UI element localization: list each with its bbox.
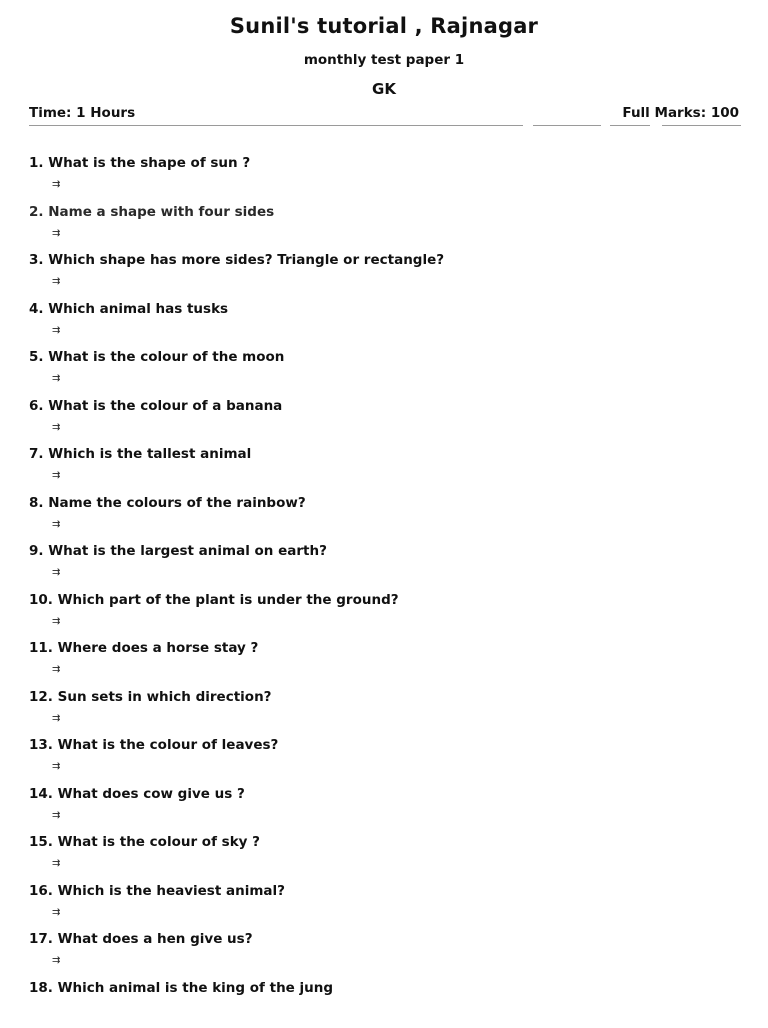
question-text: 1. What is the shape of sun ? <box>29 155 250 171</box>
question-item <box>29 349 741 398</box>
subject-heading: GK <box>0 80 768 98</box>
test-meta-row <box>29 105 741 127</box>
question-item <box>29 495 741 544</box>
answer-arrow-icon: ⇉ <box>52 519 60 530</box>
question-item <box>29 737 741 786</box>
question-text: 12. Sun sets in which direction? <box>29 689 272 705</box>
question-text: 3. Which shape has more sides? Triangle or rectangle? <box>29 252 444 268</box>
question-list <box>29 155 741 1028</box>
question-text: 13. What is the colour of leaves? <box>29 737 278 753</box>
question-item <box>29 155 741 204</box>
answer-arrow-icon: ⇉ <box>52 858 60 869</box>
answer-arrow-icon: ⇉ <box>52 761 60 772</box>
answer-arrow-icon: ⇉ <box>52 955 60 966</box>
question-item <box>29 446 741 495</box>
time-label: Time: 1 Hours <box>29 105 135 121</box>
question-text: 10. Which part of the plant is under the ground? <box>29 592 399 608</box>
question-text: 14. What does cow give us ? <box>29 786 245 802</box>
question-text: 16. Which is the heaviest animal? <box>29 883 285 899</box>
question-text: 15. What is the colour of sky ? <box>29 834 260 850</box>
page-title: Sunil's tutorial , Rajnagar <box>0 14 768 38</box>
question-item <box>29 640 741 689</box>
answer-arrow-icon: ⇉ <box>52 907 60 918</box>
answer-arrow-icon: ⇉ <box>52 810 60 821</box>
question-text: 4. Which animal has tusks <box>29 301 228 317</box>
question-text: 8. Name the colours of the rainbow? <box>29 495 306 511</box>
question-item <box>29 204 741 253</box>
question-text: 11. Where does a horse stay ? <box>29 640 258 656</box>
question-text: 7. Which is the tallest animal <box>29 446 251 462</box>
answer-arrow-icon: ⇉ <box>52 470 60 481</box>
question-text: 5. What is the colour of the moon <box>29 349 284 365</box>
question-text: 17. What does a hen give us? <box>29 931 253 947</box>
answer-arrow-icon: ⇉ <box>52 567 60 578</box>
answer-arrow-icon: ⇉ <box>52 713 60 724</box>
full-marks-label: Full Marks: 100 <box>622 105 739 121</box>
answer-arrow-icon: ⇉ <box>52 422 60 433</box>
question-item <box>29 592 741 641</box>
question-item <box>29 398 741 447</box>
question-item <box>29 252 741 301</box>
question-item <box>29 786 741 835</box>
answer-arrow-icon: ⇉ <box>52 276 60 287</box>
answer-arrow-icon: ⇉ <box>52 179 60 190</box>
question-item <box>29 543 741 592</box>
answer-arrow-icon: ⇉ <box>52 325 60 336</box>
divider-line <box>29 125 523 126</box>
question-text: 9. What is the largest animal on earth? <box>29 543 327 559</box>
question-item <box>29 980 741 1028</box>
test-subtitle: monthly test paper 1 <box>0 52 768 68</box>
divider-line <box>533 125 601 126</box>
question-text: 6. What is the colour of a banana <box>29 398 282 414</box>
answer-arrow-icon: ⇉ <box>52 373 60 384</box>
question-item <box>29 931 741 980</box>
question-item <box>29 689 741 738</box>
answer-arrow-icon: ⇉ <box>52 616 60 627</box>
divider-line <box>610 125 650 126</box>
question-text: 2. Name a shape with four sides <box>29 204 274 220</box>
question-item <box>29 301 741 350</box>
question-item <box>29 834 741 883</box>
answer-arrow-icon: ⇉ <box>52 664 60 675</box>
question-item <box>29 883 741 932</box>
divider-line <box>662 125 741 126</box>
question-text: 18. Which animal is the king of the jung <box>29 980 333 996</box>
answer-arrow-icon: ⇉ <box>52 228 60 239</box>
